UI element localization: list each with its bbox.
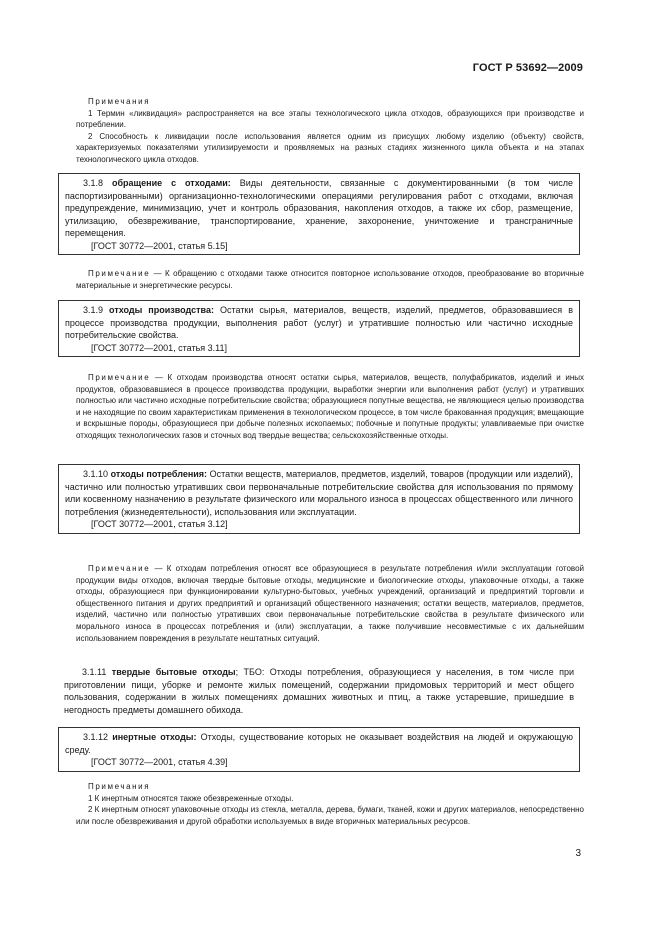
note-item: 2 К инертным относят упаковочные отходы из стекла, металла, дерева, бумаги, тканей, кожи и других материалов, непосредственно или после обезвреживания и другой обработки используемых в виде вторичных материальных ресурсов. <box>76 805 584 826</box>
page-number: 3 <box>575 848 581 859</box>
term-box-3-1-9 <box>58 300 580 357</box>
term-number: 3.1.8 <box>83 178 104 188</box>
term-box-3-1-10 <box>58 464 580 534</box>
term-reference: [ГОСТ 30772—2001, статья 5.15] <box>91 240 228 251</box>
term-name: отходы потребления: <box>110 469 208 479</box>
note-item: 2 Способность к ликвидации после использования является одним из присущих любому изделию (объекту) свойств, характеризуемых показателями утилизируемости и проявляемых на разных стадиях жизненного цикла объекта и на этапах технологического цикла отходов. <box>76 131 584 164</box>
term-definition: Отходы, существование которых не оказывает воздействия на людей и окружающую среду. <box>65 732 573 755</box>
term-abbreviation: ; ТБО: <box>235 667 265 677</box>
notes-label: Примечания <box>88 97 151 106</box>
term-definition: Остатки веществ, материалов, предметов, изделий, товаров (продукции или изделий), частично или полностью утративших свои первоначальные потребительские свойства для использования по прямому или косвенному назначению в результате физического или морального износа в процессах общественного или личного потребления (жизнедеятельности), использования или эксплуатации. <box>65 469 573 517</box>
note-3-1-8 <box>76 268 584 291</box>
term-number: 3.1.12 <box>83 732 109 742</box>
term-name: обращение с отходами: <box>111 178 231 188</box>
term-name: отходы производства: <box>109 305 214 315</box>
term-3-1-11 <box>58 666 580 716</box>
term-box-3-1-12 <box>58 727 580 772</box>
term-name: инертные отходы: <box>112 732 197 742</box>
note-3-1-10 <box>76 563 584 644</box>
note-text: — К отходам производства относят остатки сырья, материалов, веществ, полуфабрикатов, изделий и иных продуктов, образовавшиеся в процессе производства продукции, выработки энергии или выполнения работ (услуг) и утративших полностью или частично исходные потребительские свойства; образующиеся попутные вещества, не являющиеся целью производства и не находящие по своим характеристикам применения в технологическом процессе, в том числе бракованная продукция; вмещающие и вскрышные породы, образующиеся при добыче полезных ископаемых; побочные и попутные продукты; улавливаемые при очистке отходящих технологических газов и сточных вод твердые вещества; сельскохозяйственные отходы. <box>76 373 584 440</box>
term-number: 3.1.11 <box>82 667 107 677</box>
note-label: Примечание <box>88 373 151 382</box>
term-name: твердые бытовые отходы <box>111 667 236 677</box>
term-definition: Отходы потребления, образующиеся у населения, в том числе при приготовлении пищи, уборке и ремонте жилых помещений, содержании придомовых территорий и мест общего пользования, содержании в жилых помещениях домашних животных и птиц, а также устаревшие, пришедшие в негодность предметы домашнего обихода. <box>64 667 574 715</box>
note-3-1-9 <box>76 372 584 442</box>
note-item: 1 К инертным относятся также обезвреженные отходы. <box>88 793 294 803</box>
term-number: 3.1.10 <box>83 469 109 479</box>
notes-inert-waste <box>76 781 584 827</box>
notes-liquidation <box>76 96 584 166</box>
term-number: 3.1.9 <box>83 305 104 315</box>
notes-label: Примечания <box>88 782 151 791</box>
term-definition: Остатки сырья, материалов, веществ, изделий, предметов, образовавшиеся в процессе производства продукции, выполнения работ (услуг) и утратившие полностью или частично исходные потребительские свойства. <box>65 305 573 340</box>
term-reference: [ГОСТ 30772—2001, статья 4.39] <box>91 757 228 767</box>
note-item: 1 Термин «ликвидация» распространяется на все этапы технологического цикла отходов, образующихся при производстве и потреблении. <box>76 108 584 130</box>
standard-header: ГОСТ Р 53692—2009 <box>472 62 583 74</box>
term-reference: [ГОСТ 30772—2001, статья 3.12] <box>91 519 228 529</box>
term-reference: [ГОСТ 30772—2001, статья 3.11] <box>91 342 227 353</box>
note-text: — К обращению с отходами также относится повторное использование отходов, преобразование во вторичные материальные и энергетические ресурсы. <box>76 269 584 290</box>
note-label: Примечание <box>88 564 151 573</box>
note-label: Примечание <box>88 269 151 278</box>
note-text: — К отходам потребления относят все образующиеся в результате потребления и/или эксплуатации готовой продукции виды отходов, включая твердые бытовые отходы, медицинские и биологические отходы, упаковочные отходы, а также отходы, образующиеся при функционировании культурно-бытовых, учебных учреждений, организаций и предприятий торговли и общественного питания и других предприятий и организаций общественного назначения; остатки веществ, материалов, предметов, изделий, частично или полностью утративших свои первоначальные потребительские свойства в результате физического или морального износа в процессах потребления и (или) эксплуатации, а также получившие несовместимые с их дальнейшим использованием повреждения в результате нештатных ситуаций. <box>76 564 584 643</box>
term-box-3-1-8 <box>58 173 580 255</box>
term-definition: Виды деятельности, связанные с документированными (в том числе паспортизированными) организационно-технологическими операциями регулирования работ с отходами, включая предупреждение, минимизацию, учет и контроль образования, накопления отходов, а также их сбор, размещение, утилизацию, обезвреживание, транспортирование, хранение, захоронение, уничтожение и трансграничные перемещения. <box>65 178 573 238</box>
